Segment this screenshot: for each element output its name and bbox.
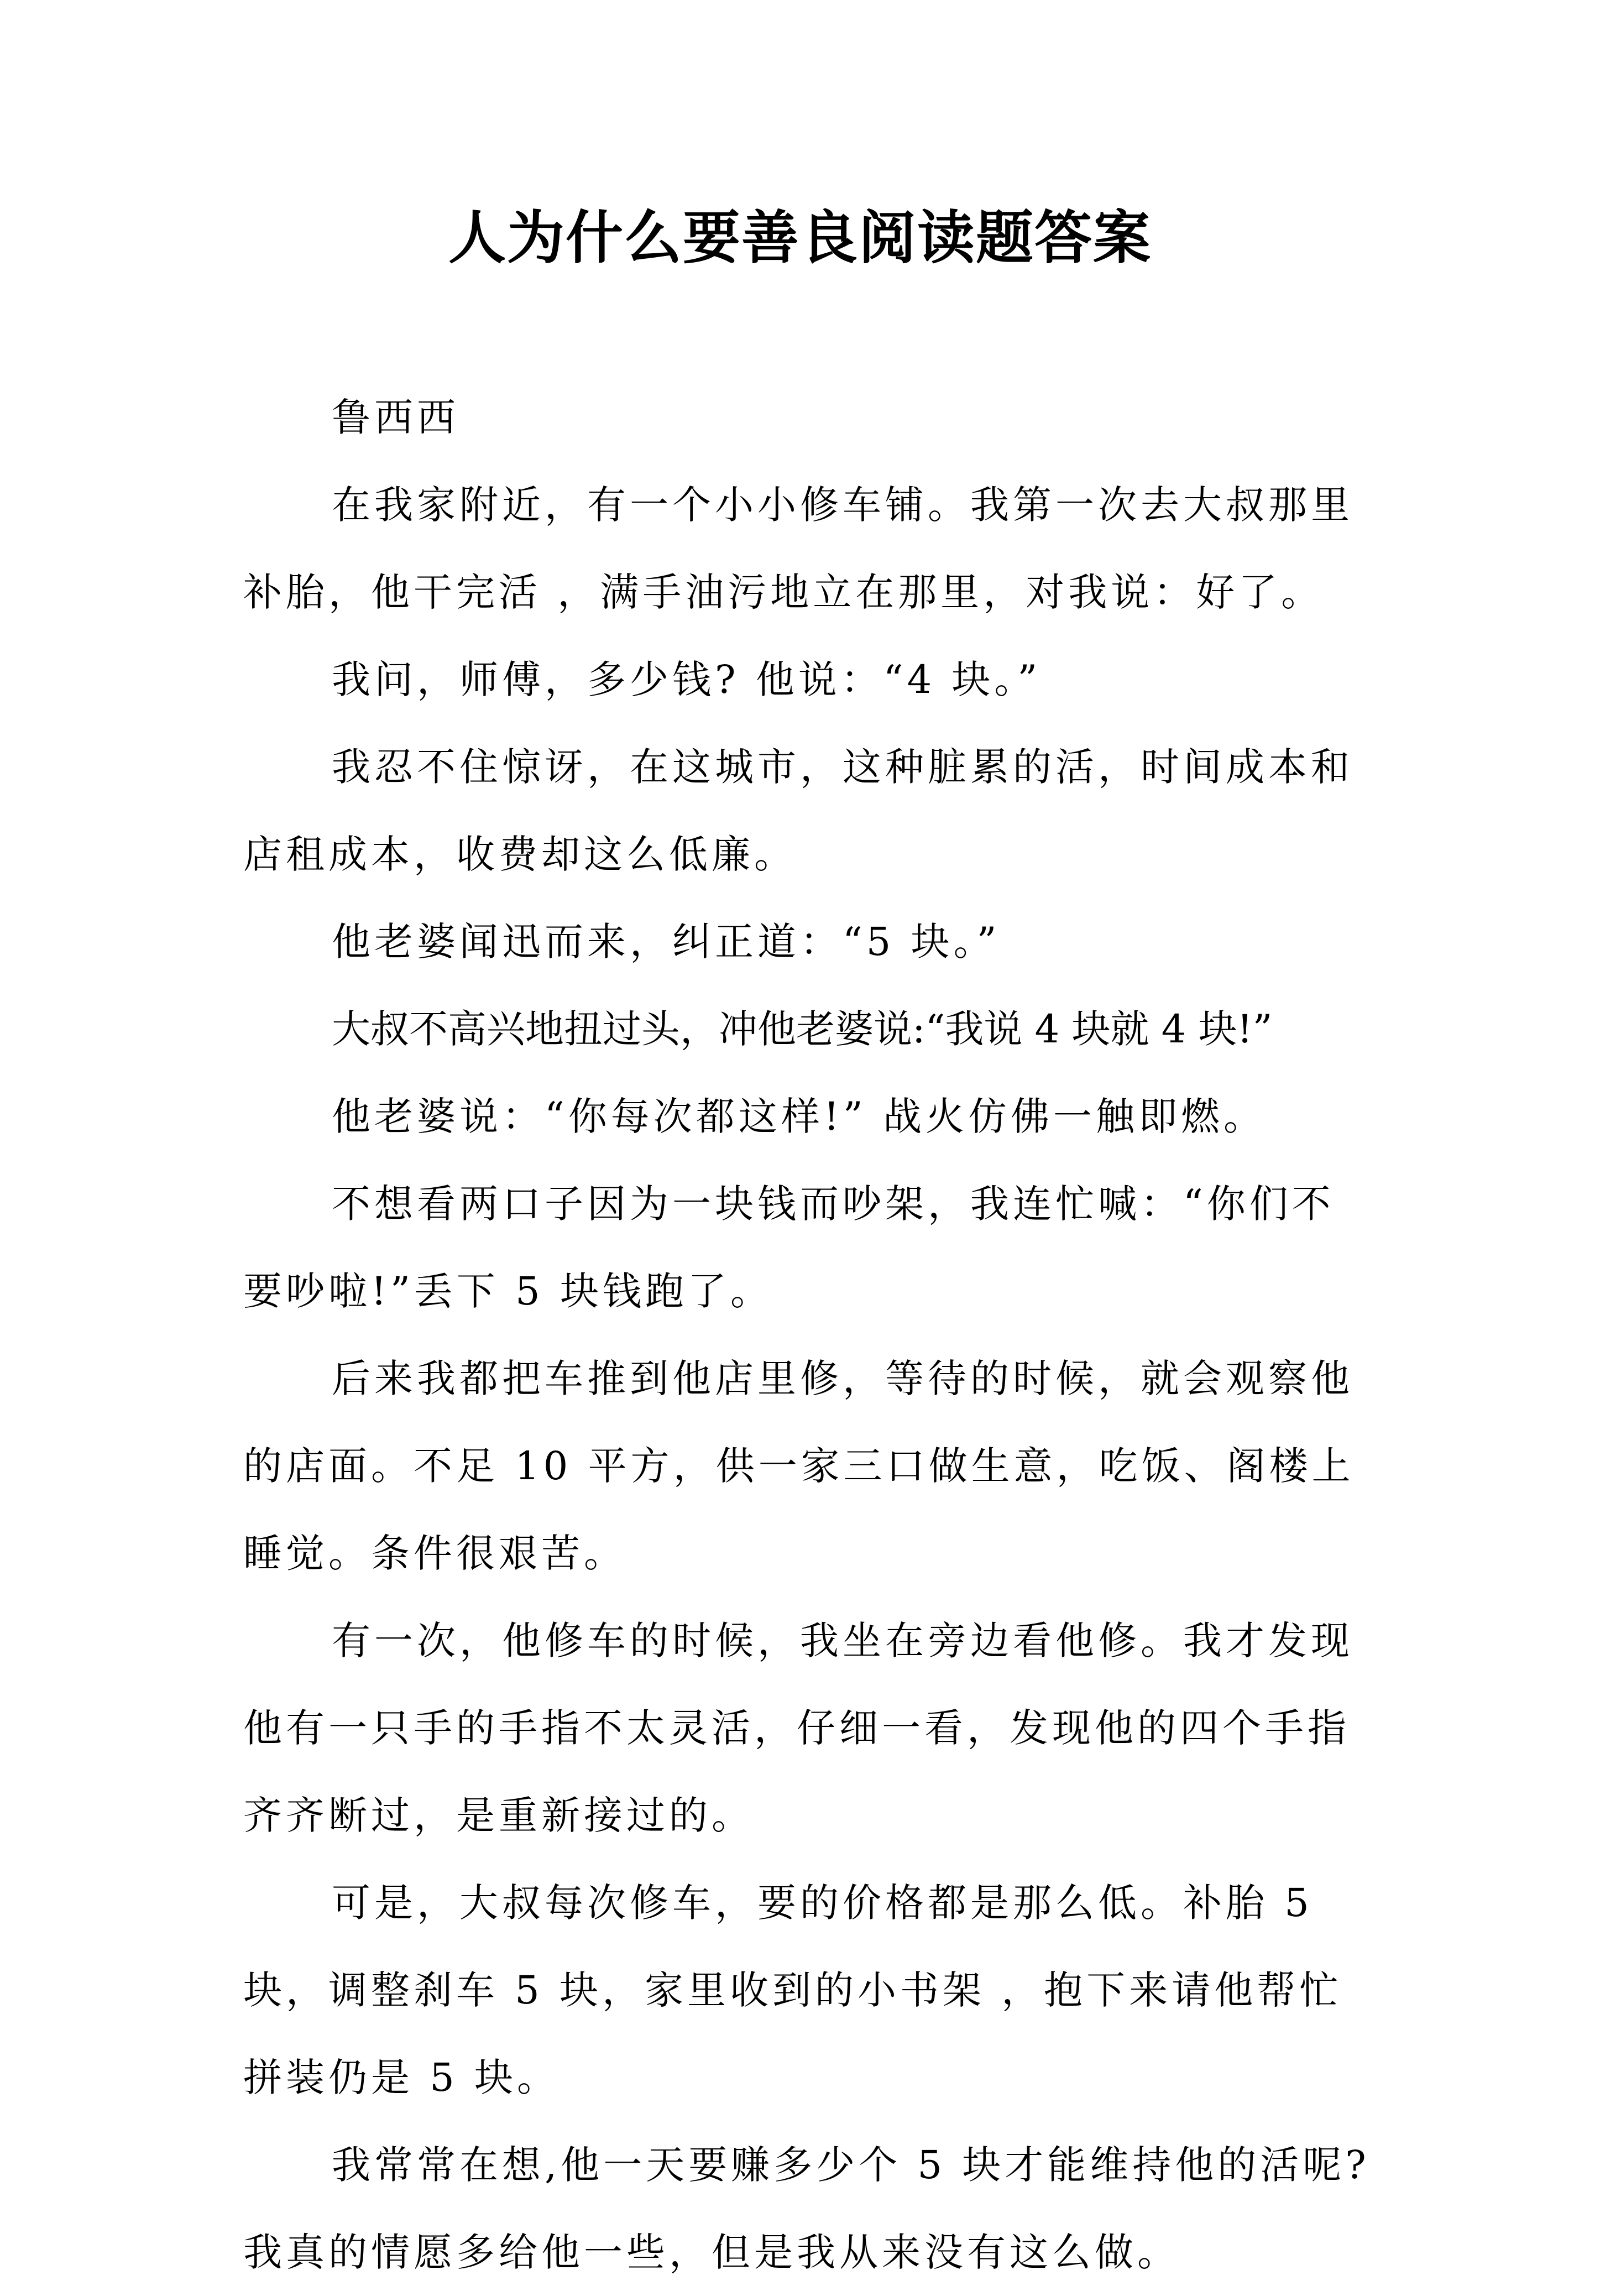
paragraph: 不想看两口子因为一块钱而吵架，我连忙喊：“你们不要吵啦!”丢下 5 块钱跑了。 (243, 1181, 1335, 1314)
paragraph: 大叔不高兴地扭过头，冲他老婆说:“我说 4 块就 4 块!” (332, 1006, 1273, 1052)
paragraph: 在我家附近，有一个小小修车铺。我第一次去大叔那里补胎，他干完活 ，满手油污地立在那里，对我说：好了。 (243, 482, 1353, 615)
paragraph: 有一次，他修车的时候，我坐在旁边看他修。我才发现他有一只手的手指不太灵活，仔细一看，发现他的四个手指齐齐断过，是重新接过的。 (243, 1618, 1353, 1838)
paragraph: 我问，师傅，多少钱? 他说：“4 块。” (332, 657, 1042, 702)
paragraph: 可是，大叔每次修车，要的价格都是那么低。补胎 5 块，调整刹车 5 块，家里收到的小书架 ，抱下来请他帮忙拼装仍是 5 块。 (243, 1880, 1342, 2100)
paragraph: 他老婆说：“你每次都这样!” 战火仿佛一触即燃。 (332, 1094, 1266, 1139)
document-title: 人为什么要善良阅读题答案 (448, 203, 1152, 272)
paragraph: 他老婆闻迅而来，纠正道：“5 块。” (332, 919, 1001, 964)
paragraph: 我常常在想,他一天要赚多少个 5 块才能维持他的活呢?我真的情愿多给他一些，但是我从来没有这么做。 (243, 2142, 1370, 2275)
paragraph: 我忍不住惊讶，在这城市，这种脏累的活，时间成本和店租成本，收费却这么低廉。 (243, 744, 1353, 877)
document-body (243, 374, 1371, 2296)
author-line: 鲁西西 (332, 395, 459, 440)
paragraph: 后来我都把车推到他店里修，等待的时候，就会观察他的店面。不足 10 平方，供一家三口做生意，吃饭、阁楼上睡觉。条件很艰苦。 (243, 1356, 1355, 1576)
